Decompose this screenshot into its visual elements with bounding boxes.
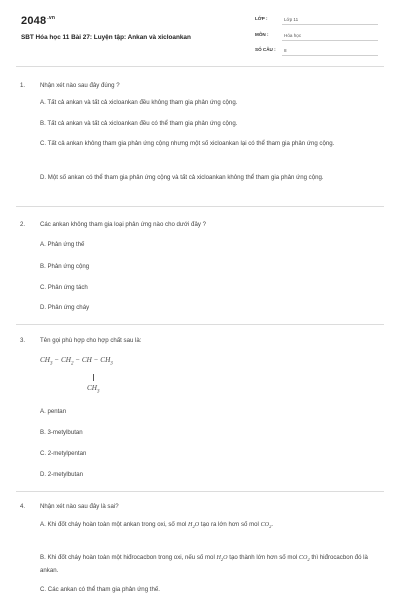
question-4-number: 4. [20, 503, 26, 510]
divider-2 [16, 324, 384, 325]
header-divider [16, 66, 384, 67]
site-logo[interactable] [21, 15, 55, 27]
meta-grade-line [282, 24, 378, 25]
question-4-option-c: C. Các ankan có thể tham gia phản ứng thế. [40, 586, 160, 593]
branch-bond [93, 374, 94, 381]
document-title: SBT Hóa học 11 Bài 27: Luyện tập: Ankan và xicloankan [21, 34, 191, 41]
question-1-option-a: A. Tất cả ankan và tất cả xicloankan đều không tham gia phản ứng cộng. [40, 99, 238, 106]
question-2-option-d: D. Phản ứng cháy [40, 304, 90, 311]
question-2-option-a: A. Phản ứng thế [40, 241, 85, 248]
question-1-option-d: D. Một số ankan có thể tham gia phản ứng cộng và tất cả xicloankan không thể tham gia phản ứng cộng. [40, 174, 324, 181]
page-header [0, 0, 400, 66]
structural-formula-branch: $CH_3$ [87, 384, 100, 395]
question-4-option-a: A. Khi đốt cháy hoàn toàn một ankan trong oxi, số mol $H_2O$ tạo ra lớn hơn số mol $CO_2$. [40, 521, 274, 530]
structural-formula-main: $CH_3 - CH_2$ − CH − $CH_3$ [40, 356, 113, 367]
logo-suffix: .vn [47, 15, 56, 21]
question-1-option-b: B. Tất cả ankan và tất cả xicloankan đều có thể tham gia phản ứng cộng. [40, 120, 238, 127]
question-2-option-b: B. Phản ứng cộng [40, 263, 90, 270]
question-1-number: 1. [20, 82, 26, 89]
question-4-option-b: B. Khi đốt cháy hoàn toàn một hiđrocacbon trong oxi, nếu số mol $H_2O$ tạo thành lớn hơn số mol $CO_2$ thì hiđrocacbon đó là ankan. [40, 554, 368, 574]
meta-subject-label: MÔN : [255, 32, 269, 37]
question-2-option-c: C. Phản ứng tách [40, 284, 88, 291]
question-4-text: Nhận xét nào sau đây là sai? [40, 503, 119, 510]
meta-subject-value: Hóa học [284, 33, 302, 38]
meta-subject-line [282, 40, 378, 41]
question-3-option-b: B. 3-metylbutan [40, 429, 83, 436]
divider-1 [16, 206, 384, 207]
question-2-text: Các ankan không tham gia loại phản ứng nào cho dưới đây ? [40, 221, 206, 228]
question-1-text: Nhận xét nào sau đây đúng ? [40, 82, 120, 89]
meta-grade-label: LỚP : [255, 16, 268, 21]
meta-grade-value: Lớp 11 [284, 17, 299, 22]
question-3-option-d: D. 2-metylbutan [40, 471, 84, 478]
question-2-number: 2. [20, 221, 26, 228]
meta-count-label: SỐ CÂU : [255, 47, 276, 52]
question-3-option-c: C. 2-metylpentan [40, 450, 87, 457]
question-3-option-a: A. pentan [40, 408, 67, 415]
meta-count-line [282, 55, 378, 56]
meta-count-value: 8 [284, 48, 287, 53]
question-3-text: Tên gọi phù hợp cho hợp chất sau là: [40, 337, 142, 344]
divider-3 [16, 491, 384, 492]
question-3-number: 3. [20, 337, 26, 344]
logo-text: 2048 [21, 15, 47, 27]
question-1-option-c: C. Tất cả ankan không tham gia phản ứng cộng nhưng một số xicloankan lại có thể tham gia phản ứng cộng. [40, 140, 335, 147]
